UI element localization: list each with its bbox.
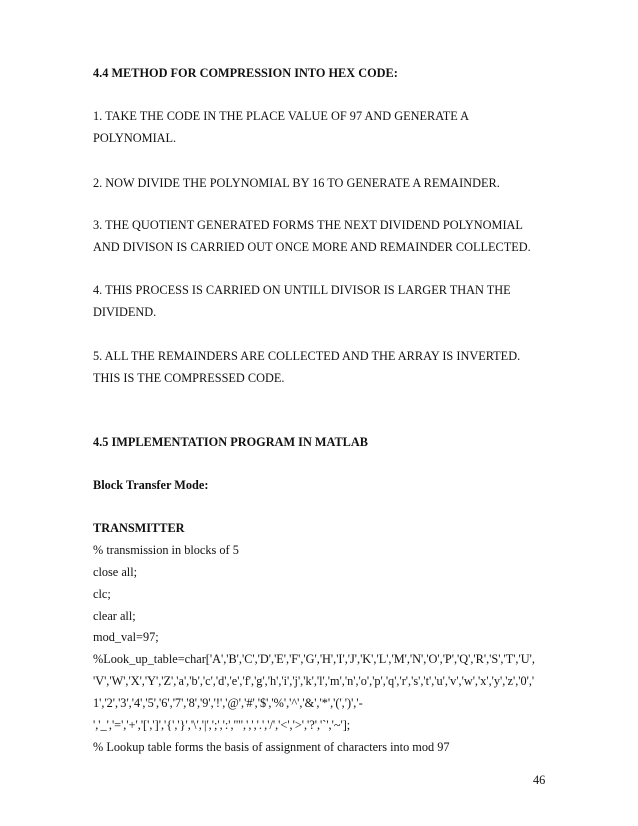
code-line-comment-blocks: % transmission in blocks of 5 (93, 543, 239, 557)
step-4-line-2: DIVIDEND. (93, 305, 157, 319)
code-line-lookup-table-3: 1','2','3','4','5','6','7','8','9','!','@','#','$','%','^','&','*','(',')','- (93, 696, 363, 710)
code-line-comment-lookup: % Lookup table forms the basis of assignment of characters into mod 97 (93, 740, 450, 754)
code-line-lookup-table-1: %Look_up_table=char['A','B','C','D','E','F','G','H','I','J','K','L','M','N','O','P','Q','R','S','T','U', (93, 652, 535, 666)
section-4-4-heading: 4.4 METHOD FOR COMPRESSION INTO HEX CODE: (93, 66, 398, 80)
section-4-5-heading: 4.5 IMPLEMENTATION PROGRAM IN MATLAB (93, 435, 368, 449)
code-line-lookup-table-2: 'V','W','X','Y','Z','a','b','c','d','e','f','g','h','i','j','k','l','m','n','o','p','q','r','s','t','u','v','w','x','y','z','0',' (93, 674, 535, 688)
step-1-line-2: POLYNOMIAL. (93, 131, 177, 145)
step-5-line-2: THIS IS THE COMPRESSED CODE. (93, 371, 285, 385)
code-line-mod-val: mod_val=97; (93, 630, 159, 644)
step-2-line: 2. NOW DIVIDE THE POLYNOMIAL BY 16 TO GENERATE A REMAINDER. (93, 176, 500, 190)
code-line-clear-all: clear all; (93, 609, 136, 623)
step-5-line-1: 5. ALL THE REMAINDERS ARE COLLECTED AND THE ARRAY IS INVERTED. (93, 349, 521, 363)
step-1-line-1: 1. TAKE THE CODE IN THE PLACE VALUE OF 97 AND GENERATE A (93, 109, 470, 123)
step-4-line-1: 4. THIS PROCESS IS CARRIED ON UNTILL DIVISOR IS LARGER THAN THE (93, 283, 511, 297)
step-3-line-2: AND DIVISON IS CARRIED OUT ONCE MORE AND REMAINDER COLLECTED. (93, 240, 531, 254)
code-line-lookup-table-4: ','_','=','+','[',']','{','}','\','|',';',':','"',',','.','/','<','>','?','`','~']; (93, 718, 351, 732)
step-3-line-1: 3. THE QUOTIENT GENERATED FORMS THE NEXT DIVIDEND POLYNOMIAL (93, 218, 523, 232)
code-line-clc: clc; (93, 587, 111, 601)
transmitter-heading: TRANSMITTER (93, 521, 185, 535)
block-transfer-mode-label: Block Transfer Mode: (93, 478, 209, 492)
page-number: 46 (533, 773, 546, 787)
code-line-close-all: close all; (93, 565, 138, 579)
